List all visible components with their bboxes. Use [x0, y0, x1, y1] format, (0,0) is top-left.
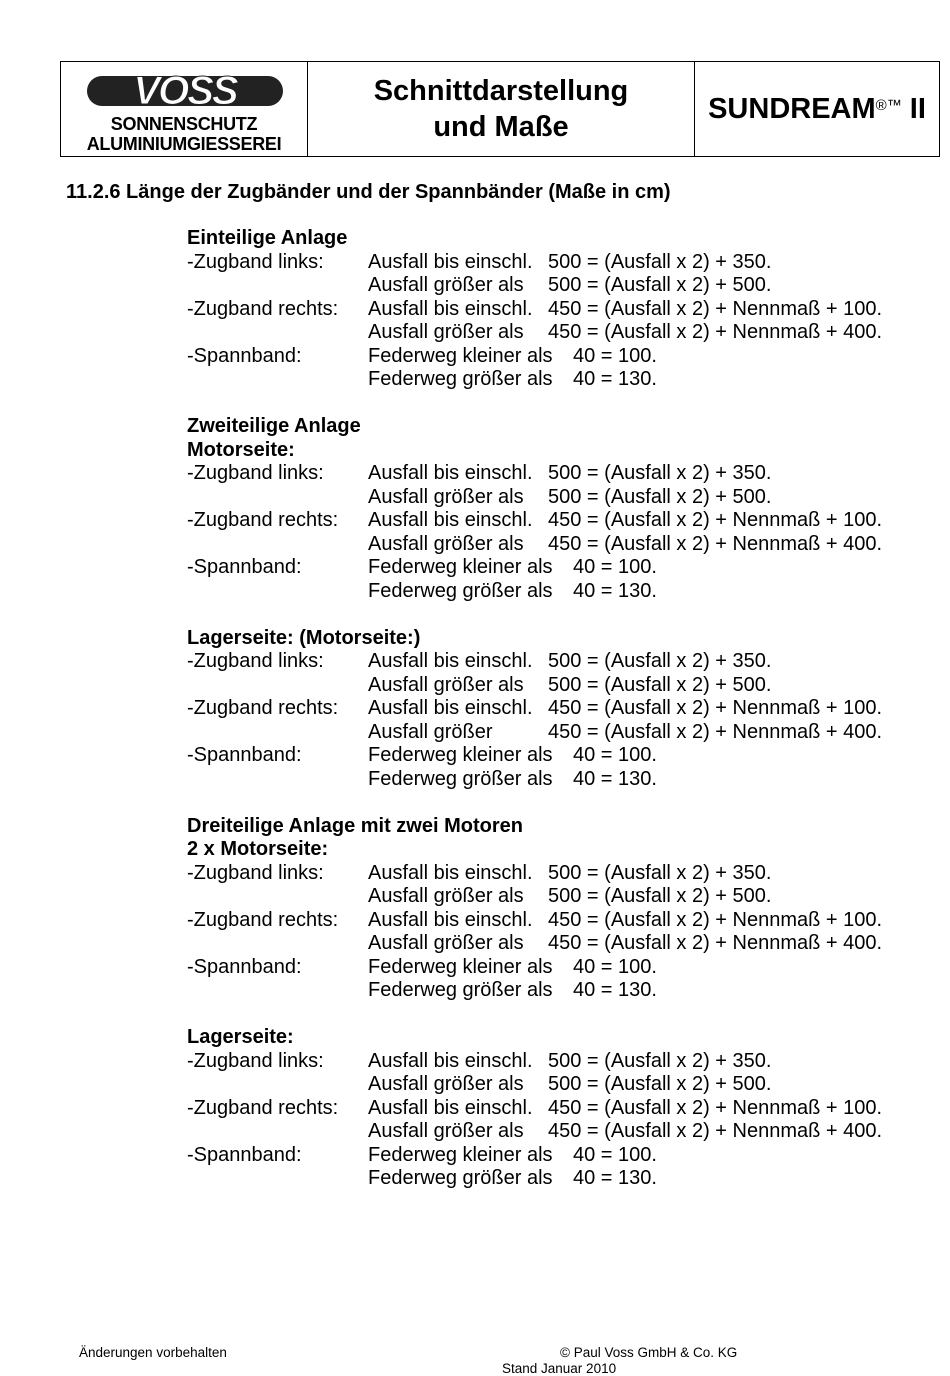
table-row — [187, 1144, 927, 1168]
logo-wordmark-text: VOSS — [133, 69, 237, 113]
row-condition: Ausfall bis einschl. — [368, 462, 533, 484]
group-heading: Lagerseite: (Motorseite:) — [187, 626, 421, 649]
group-heading: Dreiteilige Anlage mit zwei Motoren — [187, 814, 523, 837]
table-row — [187, 1167, 927, 1191]
row-condition: Federweg kleiner als — [368, 1143, 553, 1166]
row-condition: Federweg kleiner als — [368, 556, 553, 578]
row-label: -Zugband links: — [187, 861, 324, 884]
row-condition: Ausfall bis einschl. — [368, 697, 533, 719]
row-formula: 500 = (Ausfall x 2) + 500. — [548, 673, 772, 696]
group-heading: 2 x Motorseite: — [187, 838, 329, 860]
table-row — [187, 321, 927, 345]
table-row — [187, 1097, 927, 1121]
row-condition: Ausfall größer als — [368, 274, 524, 296]
trademark-marks: ®™ — [875, 96, 902, 114]
row-formula: 450 = (Ausfall x 2) + Nennmaß + 100. — [548, 1096, 883, 1119]
row-label: -Zugband rechts: — [187, 908, 339, 931]
footer-disclaimer: Änderungen vorbehalten — [79, 1345, 227, 1360]
row-condition: Ausfall größer als — [368, 321, 524, 343]
row-formula: 450 = (Ausfall x 2) + Nennmaß + 400. — [548, 932, 883, 954]
table-row — [187, 1120, 927, 1144]
table-row — [187, 345, 927, 369]
table-row — [187, 298, 927, 322]
row-formula: 500 = (Ausfall x 2) + 500. — [548, 885, 772, 907]
row-formula: 500 = (Ausfall x 2) + 500. — [548, 274, 772, 296]
row-formula: 450 = (Ausfall x 2) + Nennmaß + 400. — [548, 321, 883, 343]
table-row — [187, 556, 927, 580]
row-formula: 40 = 100. — [573, 744, 657, 766]
row-label: -Spannband: — [187, 1143, 302, 1166]
row-formula: 450 = (Ausfall x 2) + Nennmaß + 400. — [548, 532, 883, 555]
row-condition: Federweg größer als — [368, 767, 553, 790]
row-formula: 500 = (Ausfall x 2) + 500. — [548, 485, 772, 508]
row-formula: 500 = (Ausfall x 2) + 500. — [548, 1073, 772, 1095]
row-condition: Ausfall bis einschl. — [368, 250, 533, 273]
product-suffix: II — [909, 92, 926, 125]
row-formula: 450 = (Ausfall x 2) + Nennmaß + 100. — [548, 697, 883, 719]
row-condition: Ausfall bis einschl. — [368, 1049, 533, 1072]
row-condition: Ausfall bis einschl. — [368, 650, 533, 672]
company-logo — [61, 62, 308, 156]
table-row — [187, 768, 927, 792]
row-label: -Zugband links: — [187, 650, 324, 672]
table-row — [187, 1050, 927, 1074]
row-label: -Spannband: — [187, 344, 302, 367]
row-condition: Ausfall bis einschl. — [368, 1096, 533, 1119]
table-row — [187, 368, 927, 392]
row-label: -Spannband: — [187, 955, 302, 978]
logo-text-sonnenschutz: SONNENSCHUTZ — [110, 114, 258, 134]
row-label: -Zugband rechts: — [187, 1096, 339, 1119]
product-name — [695, 62, 939, 156]
strap-length-table — [187, 227, 927, 1191]
row-condition: Federweg kleiner als — [368, 955, 553, 978]
table-row — [187, 744, 927, 768]
row-label: -Zugband links: — [187, 1049, 324, 1072]
row-condition: Federweg kleiner als — [368, 744, 553, 766]
row-formula: 40 = 130. — [573, 368, 657, 390]
row-formula: 450 = (Ausfall x 2) + Nennmaß + 400. — [548, 1120, 883, 1142]
table-row — [187, 462, 927, 486]
group-heading: Zweiteilige Anlage — [187, 415, 361, 437]
group-spacer — [187, 1003, 927, 1027]
row-condition: Ausfall größer als — [368, 1120, 524, 1142]
row-condition: Federweg größer als — [368, 368, 553, 390]
table-row — [187, 251, 927, 275]
row-formula: 500 = (Ausfall x 2) + 350. — [548, 861, 772, 884]
group-heading: Lagerseite: — [187, 1026, 294, 1048]
row-label: -Zugband links: — [187, 462, 324, 484]
title-line-2: und Maße — [433, 111, 569, 143]
section-title: 11.2.6 Länge der Zugbänder und der Spannbänder (Maße in cm) — [66, 181, 671, 203]
product-name-text: SUNDREAM — [708, 92, 876, 125]
footer-date: Stand Januar 2010 — [502, 1361, 617, 1376]
logo-text-aluminiumgiesserei: ALUMINIUMGIESSEREI — [86, 134, 282, 154]
row-condition: Ausfall größer — [368, 720, 493, 743]
row-formula: 450 = (Ausfall x 2) + Nennmaß + 400. — [548, 720, 883, 743]
row-label: -Spannband: — [187, 556, 302, 578]
group-spacer — [187, 603, 927, 627]
group-heading: Einteilige Anlage — [187, 227, 348, 249]
table-row — [187, 862, 927, 886]
group-spacer — [187, 791, 927, 815]
table-row — [187, 932, 927, 956]
row-label: -Spannband: — [187, 744, 302, 766]
row-condition: Federweg größer als — [368, 1167, 553, 1189]
document-title — [308, 62, 695, 156]
row-condition: Ausfall bis einschl. — [368, 861, 533, 884]
row-formula: 500 = (Ausfall x 2) + 350. — [548, 462, 772, 484]
row-condition: Ausfall bis einschl. — [368, 297, 533, 320]
table-row — [187, 885, 927, 909]
row-formula: 500 = (Ausfall x 2) + 350. — [548, 650, 772, 672]
table-row — [187, 1073, 927, 1097]
row-condition: Federweg größer als — [368, 979, 553, 1001]
table-row — [187, 274, 927, 298]
group-spacer — [187, 392, 927, 416]
row-label: -Zugband rechts: — [187, 509, 339, 531]
table-row — [187, 909, 927, 933]
row-condition: Ausfall größer als — [368, 932, 524, 954]
row-formula: 40 = 130. — [573, 579, 657, 602]
row-formula: 450 = (Ausfall x 2) + Nennmaß + 100. — [548, 297, 883, 320]
row-condition: Ausfall größer als — [368, 885, 524, 907]
row-condition: Ausfall größer als — [368, 485, 524, 508]
row-formula: 40 = 100. — [573, 955, 657, 978]
table-row — [187, 956, 927, 980]
row-formula: 40 = 130. — [573, 979, 657, 1001]
row-condition: Ausfall bis einschl. — [368, 908, 533, 931]
row-label: -Zugband links: — [187, 250, 324, 273]
table-row — [187, 650, 927, 674]
row-formula: 500 = (Ausfall x 2) + 350. — [548, 1049, 772, 1072]
row-formula: 40 = 100. — [573, 556, 657, 578]
table-row — [187, 509, 927, 533]
footer-copyright: © Paul Voss GmbH & Co. KG — [560, 1345, 738, 1360]
row-condition: Ausfall bis einschl. — [368, 509, 533, 531]
table-row — [187, 533, 927, 557]
row-formula: 40 = 100. — [573, 344, 657, 367]
header-table — [60, 61, 940, 157]
row-formula: 500 = (Ausfall x 2) + 350. — [548, 250, 772, 273]
table-row — [187, 979, 927, 1003]
voss-wordmark-logo — [85, 68, 285, 118]
row-condition: Ausfall größer als — [368, 532, 524, 555]
row-formula: 40 = 100. — [573, 1143, 657, 1166]
table-row — [187, 486, 927, 510]
row-formula: 450 = (Ausfall x 2) + Nennmaß + 100. — [548, 509, 883, 531]
row-formula: 40 = 130. — [573, 1167, 657, 1189]
table-row — [187, 721, 927, 745]
row-label: -Zugband rechts: — [187, 697, 339, 719]
row-condition: Federweg kleiner als — [368, 344, 553, 367]
row-formula: 40 = 130. — [573, 767, 657, 790]
table-row — [187, 580, 927, 604]
row-condition: Federweg größer als — [368, 579, 553, 602]
row-condition: Ausfall größer als — [368, 673, 524, 696]
row-condition: Ausfall größer als — [368, 1073, 524, 1095]
row-formula: 450 = (Ausfall x 2) + Nennmaß + 100. — [548, 908, 883, 931]
title-line-1: Schnittdarstellung — [373, 75, 629, 107]
table-row — [187, 674, 927, 698]
row-label: -Zugband rechts: — [187, 297, 339, 320]
table-row — [187, 697, 927, 721]
group-heading: Motorseite: — [187, 438, 295, 461]
